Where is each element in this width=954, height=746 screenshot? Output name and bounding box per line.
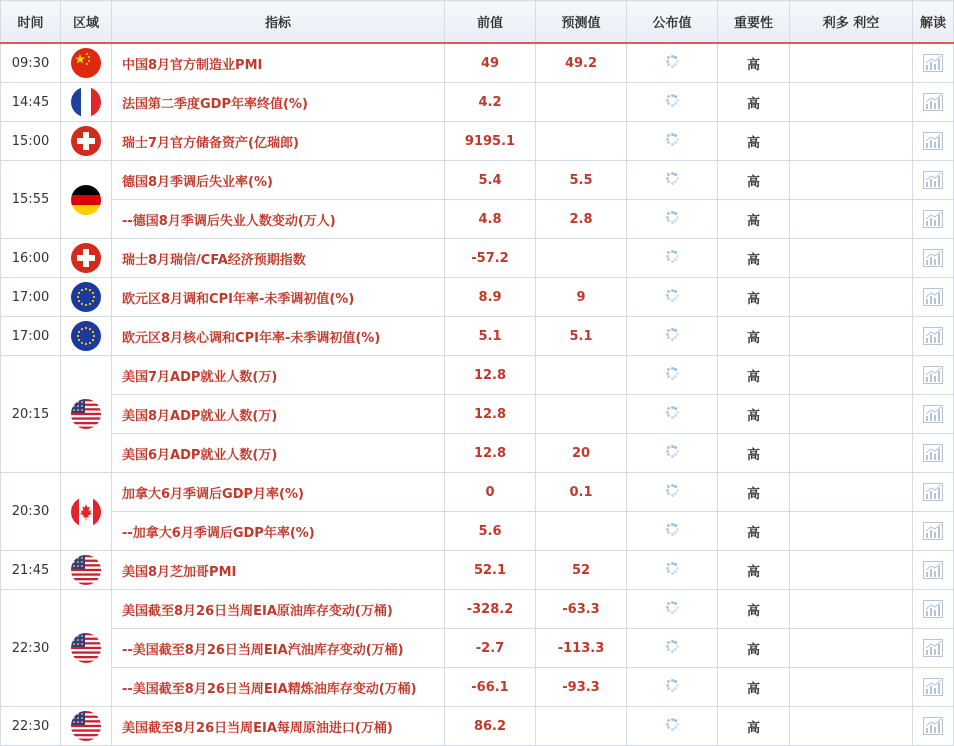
table-row [1, 356, 954, 395]
table-row [1, 239, 954, 278]
canada-flag-icon [71, 497, 101, 527]
region-cell [61, 278, 112, 317]
event-time: 15:55 [1, 161, 61, 239]
table-row [1, 83, 954, 122]
region-cell [61, 239, 112, 278]
indicator-name[interactable]: --美国截至8月26日当周EIA汽油库存变动(万桶) [112, 629, 445, 668]
chart-analysis-icon[interactable] [922, 56, 944, 71]
chart-analysis-icon[interactable] [922, 446, 944, 461]
event-time: 09:30 [1, 43, 61, 83]
region-cell [61, 317, 112, 356]
header-indicator: 指标 [112, 1, 445, 44]
forecast-value: 49.2 [536, 43, 627, 83]
loading-spinner-icon [665, 366, 679, 380]
chart-analysis-icon[interactable] [922, 641, 944, 656]
region-cell [61, 707, 112, 746]
chart-analysis-icon[interactable] [922, 95, 944, 110]
chart-analysis-icon[interactable] [922, 485, 944, 500]
previous-value: 12.8 [445, 434, 536, 473]
importance-level: 高 [718, 590, 790, 629]
region-cell [61, 473, 112, 551]
switzerland-flag-icon [71, 243, 101, 273]
indicator-name[interactable]: 欧元区8月核心调和CPI年率-未季调初值(%) [112, 317, 445, 356]
previous-value: 9195.1 [445, 122, 536, 161]
region-cell [61, 83, 112, 122]
effect-cell [790, 590, 913, 629]
analysis-cell [913, 43, 954, 83]
analysis-cell [913, 83, 954, 122]
indicator-name[interactable]: --加拿大6月季调后GDP年率(%) [112, 512, 445, 551]
actual-value [627, 473, 718, 512]
importance-level: 高 [718, 395, 790, 434]
loading-spinner-icon [665, 444, 679, 458]
forecast-value [536, 395, 627, 434]
analysis-cell [913, 512, 954, 551]
importance-level: 高 [718, 278, 790, 317]
actual-value [627, 434, 718, 473]
table-row [1, 551, 954, 590]
actual-value [627, 707, 718, 746]
indicator-name[interactable]: --德国8月季调后失业人数变动(万人) [112, 200, 445, 239]
effect-cell [790, 629, 913, 668]
chart-analysis-icon[interactable] [922, 563, 944, 578]
header-effect: 利多 利空 [790, 1, 913, 44]
previous-value: 5.4 [445, 161, 536, 200]
importance-level: 高 [718, 434, 790, 473]
loading-spinner-icon [665, 483, 679, 497]
table-row [1, 590, 954, 629]
loading-spinner-icon [665, 561, 679, 575]
actual-value [627, 83, 718, 122]
forecast-value: -63.3 [536, 590, 627, 629]
analysis-cell [913, 239, 954, 278]
actual-value [627, 629, 718, 668]
actual-value [627, 590, 718, 629]
event-time: 16:00 [1, 239, 61, 278]
analysis-cell [913, 395, 954, 434]
indicator-name[interactable]: 美国截至8月26日当周EIA原油库存变动(万桶) [112, 590, 445, 629]
event-time: 21:45 [1, 551, 61, 590]
importance-level: 高 [718, 200, 790, 239]
region-cell [61, 590, 112, 707]
indicator-name[interactable]: 瑞士8月瑞信/CFA经济预期指数 [112, 239, 445, 278]
indicator-name[interactable]: 美国6月ADP就业人数(万) [112, 434, 445, 473]
previous-value: 12.8 [445, 356, 536, 395]
loading-spinner-icon [665, 132, 679, 146]
loading-spinner-icon [665, 717, 679, 731]
analysis-cell [913, 629, 954, 668]
analysis-cell [913, 161, 954, 200]
chart-analysis-icon[interactable] [922, 329, 944, 344]
switzerland-flag-icon [71, 126, 101, 156]
chart-analysis-icon[interactable] [922, 173, 944, 188]
indicator-name[interactable]: 美国7月ADP就业人数(万) [112, 356, 445, 395]
importance-level: 高 [718, 161, 790, 200]
event-time: 17:00 [1, 278, 61, 317]
usa-flag-icon [71, 555, 101, 585]
actual-value [627, 200, 718, 239]
region-cell [61, 356, 112, 473]
region-cell [61, 122, 112, 161]
analysis-cell [913, 707, 954, 746]
chart-analysis-icon[interactable] [922, 407, 944, 422]
loading-spinner-icon [665, 210, 679, 224]
chart-analysis-icon[interactable] [922, 680, 944, 695]
actual-value [627, 356, 718, 395]
eu-flag-icon [71, 282, 101, 312]
chart-analysis-icon[interactable] [922, 368, 944, 383]
table-row [1, 707, 954, 746]
forecast-value: 5.1 [536, 317, 627, 356]
analysis-cell [913, 356, 954, 395]
analysis-cell [913, 317, 954, 356]
header-actual: 公布值 [627, 1, 718, 44]
loading-spinner-icon [665, 249, 679, 263]
chart-analysis-icon[interactable] [922, 134, 944, 149]
previous-value: 4.2 [445, 83, 536, 122]
chart-analysis-icon[interactable] [922, 212, 944, 227]
importance-level: 高 [718, 629, 790, 668]
actual-value [627, 551, 718, 590]
event-time: 20:15 [1, 356, 61, 473]
chart-analysis-icon[interactable] [922, 290, 944, 305]
analysis-cell [913, 278, 954, 317]
indicator-name[interactable]: --美国截至8月26日当周EIA精炼油库存变动(万桶) [112, 668, 445, 707]
forecast-value: -93.3 [536, 668, 627, 707]
indicator-name[interactable]: 法国第二季度GDP年率终值(%) [112, 83, 445, 122]
header-time: 时间 [1, 1, 61, 44]
indicator-name[interactable]: 中国8月官方制造业PMI [112, 43, 445, 83]
event-time: 15:00 [1, 122, 61, 161]
effect-cell [790, 551, 913, 590]
event-time: 22:30 [1, 590, 61, 707]
actual-value [627, 278, 718, 317]
forecast-value: 2.8 [536, 200, 627, 239]
importance-level: 高 [718, 83, 790, 122]
actual-value [627, 512, 718, 551]
previous-value: 4.8 [445, 200, 536, 239]
chart-analysis-icon[interactable] [922, 524, 944, 539]
forecast-value: 52 [536, 551, 627, 590]
previous-value: 86.2 [445, 707, 536, 746]
usa-flag-icon [71, 633, 101, 663]
importance-level: 高 [718, 43, 790, 83]
chart-analysis-icon[interactable] [922, 251, 944, 266]
loading-spinner-icon [665, 405, 679, 419]
loading-spinner-icon [665, 54, 679, 68]
forecast-value: 5.5 [536, 161, 627, 200]
table-row [1, 122, 954, 161]
forecast-value [536, 239, 627, 278]
actual-value [627, 43, 718, 83]
indicator-name[interactable]: 美国8月ADP就业人数(万) [112, 395, 445, 434]
previous-value: 49 [445, 43, 536, 83]
forecast-value: -113.3 [536, 629, 627, 668]
forecast-value [536, 122, 627, 161]
previous-value: 5.1 [445, 317, 536, 356]
indicator-name[interactable]: 瑞士7月官方储备资产(亿瑞郎) [112, 122, 445, 161]
analysis-cell [913, 434, 954, 473]
actual-value [627, 122, 718, 161]
analysis-cell [913, 551, 954, 590]
forecast-value [536, 356, 627, 395]
loading-spinner-icon [665, 639, 679, 653]
previous-value: 8.9 [445, 278, 536, 317]
table-row [1, 395, 954, 434]
indicator-name[interactable]: 美国8月芝加哥PMI [112, 551, 445, 590]
header-analysis: 解读 [913, 1, 954, 44]
chart-analysis-icon[interactable] [922, 602, 944, 617]
forecast-value [536, 512, 627, 551]
analysis-cell [913, 122, 954, 161]
loading-spinner-icon [665, 327, 679, 341]
eu-flag-icon [71, 321, 101, 351]
actual-value [627, 317, 718, 356]
importance-level: 高 [718, 551, 790, 590]
table-header-row [1, 1, 954, 44]
indicator-name[interactable]: 欧元区8月调和CPI年率-未季调初值(%) [112, 278, 445, 317]
previous-value: 0 [445, 473, 536, 512]
importance-level: 高 [718, 356, 790, 395]
effect-cell [790, 668, 913, 707]
actual-value [627, 668, 718, 707]
importance-level: 高 [718, 317, 790, 356]
effect-cell [790, 317, 913, 356]
importance-level: 高 [718, 473, 790, 512]
table-row [1, 434, 954, 473]
loading-spinner-icon [665, 93, 679, 107]
forecast-value [536, 707, 627, 746]
indicator-name[interactable]: 美国截至8月26日当周EIA每周原油进口(万桶) [112, 707, 445, 746]
effect-cell [790, 395, 913, 434]
effect-cell [790, 356, 913, 395]
forecast-value: 20 [536, 434, 627, 473]
importance-level: 高 [718, 668, 790, 707]
effect-cell [790, 434, 913, 473]
previous-value: 52.1 [445, 551, 536, 590]
indicator-name[interactable]: 德国8月季调后失业率(%) [112, 161, 445, 200]
actual-value [627, 239, 718, 278]
region-cell [61, 161, 112, 239]
forecast-value: 0.1 [536, 473, 627, 512]
table-row [1, 43, 954, 83]
table-row [1, 473, 954, 512]
table-row [1, 317, 954, 356]
usa-flag-icon [71, 711, 101, 741]
effect-cell [790, 161, 913, 200]
importance-level: 高 [718, 707, 790, 746]
header-forecast: 预测值 [536, 1, 627, 44]
importance-level: 高 [718, 512, 790, 551]
indicator-name[interactable]: 加拿大6月季调后GDP月率(%) [112, 473, 445, 512]
effect-cell [790, 83, 913, 122]
header-region: 区域 [61, 1, 112, 44]
forecast-value: 9 [536, 278, 627, 317]
effect-cell [790, 122, 913, 161]
effect-cell [790, 512, 913, 551]
chart-analysis-icon[interactable] [922, 719, 944, 734]
effect-cell [790, 707, 913, 746]
actual-value [627, 161, 718, 200]
previous-value: 12.8 [445, 395, 536, 434]
usa-flag-icon [71, 399, 101, 429]
germany-flag-icon [71, 185, 101, 215]
table-row [1, 200, 954, 239]
previous-value: -2.7 [445, 629, 536, 668]
effect-cell [790, 278, 913, 317]
analysis-cell [913, 668, 954, 707]
region-cell [61, 551, 112, 590]
event-time: 22:30 [1, 707, 61, 746]
loading-spinner-icon [665, 600, 679, 614]
loading-spinner-icon [665, 522, 679, 536]
table-row [1, 512, 954, 551]
actual-value [627, 395, 718, 434]
event-time: 20:30 [1, 473, 61, 551]
analysis-cell [913, 200, 954, 239]
effect-cell [790, 473, 913, 512]
region-cell [61, 43, 112, 83]
table-row [1, 629, 954, 668]
analysis-cell [913, 473, 954, 512]
effect-cell [790, 239, 913, 278]
loading-spinner-icon [665, 288, 679, 302]
effect-cell [790, 200, 913, 239]
table-row [1, 278, 954, 317]
table-row [1, 668, 954, 707]
table-row [1, 161, 954, 200]
event-time: 17:00 [1, 317, 61, 356]
header-previous: 前值 [445, 1, 536, 44]
importance-level: 高 [718, 122, 790, 161]
france-flag-icon [71, 87, 101, 117]
china-flag-icon [71, 48, 101, 78]
loading-spinner-icon [665, 678, 679, 692]
header-importance: 重要性 [718, 1, 790, 44]
forecast-value [536, 83, 627, 122]
analysis-cell [913, 590, 954, 629]
event-time: 14:45 [1, 83, 61, 122]
previous-value: 5.6 [445, 512, 536, 551]
previous-value: -57.2 [445, 239, 536, 278]
previous-value: -328.2 [445, 590, 536, 629]
previous-value: -66.1 [445, 668, 536, 707]
effect-cell [790, 43, 913, 83]
importance-level: 高 [718, 239, 790, 278]
loading-spinner-icon [665, 171, 679, 185]
